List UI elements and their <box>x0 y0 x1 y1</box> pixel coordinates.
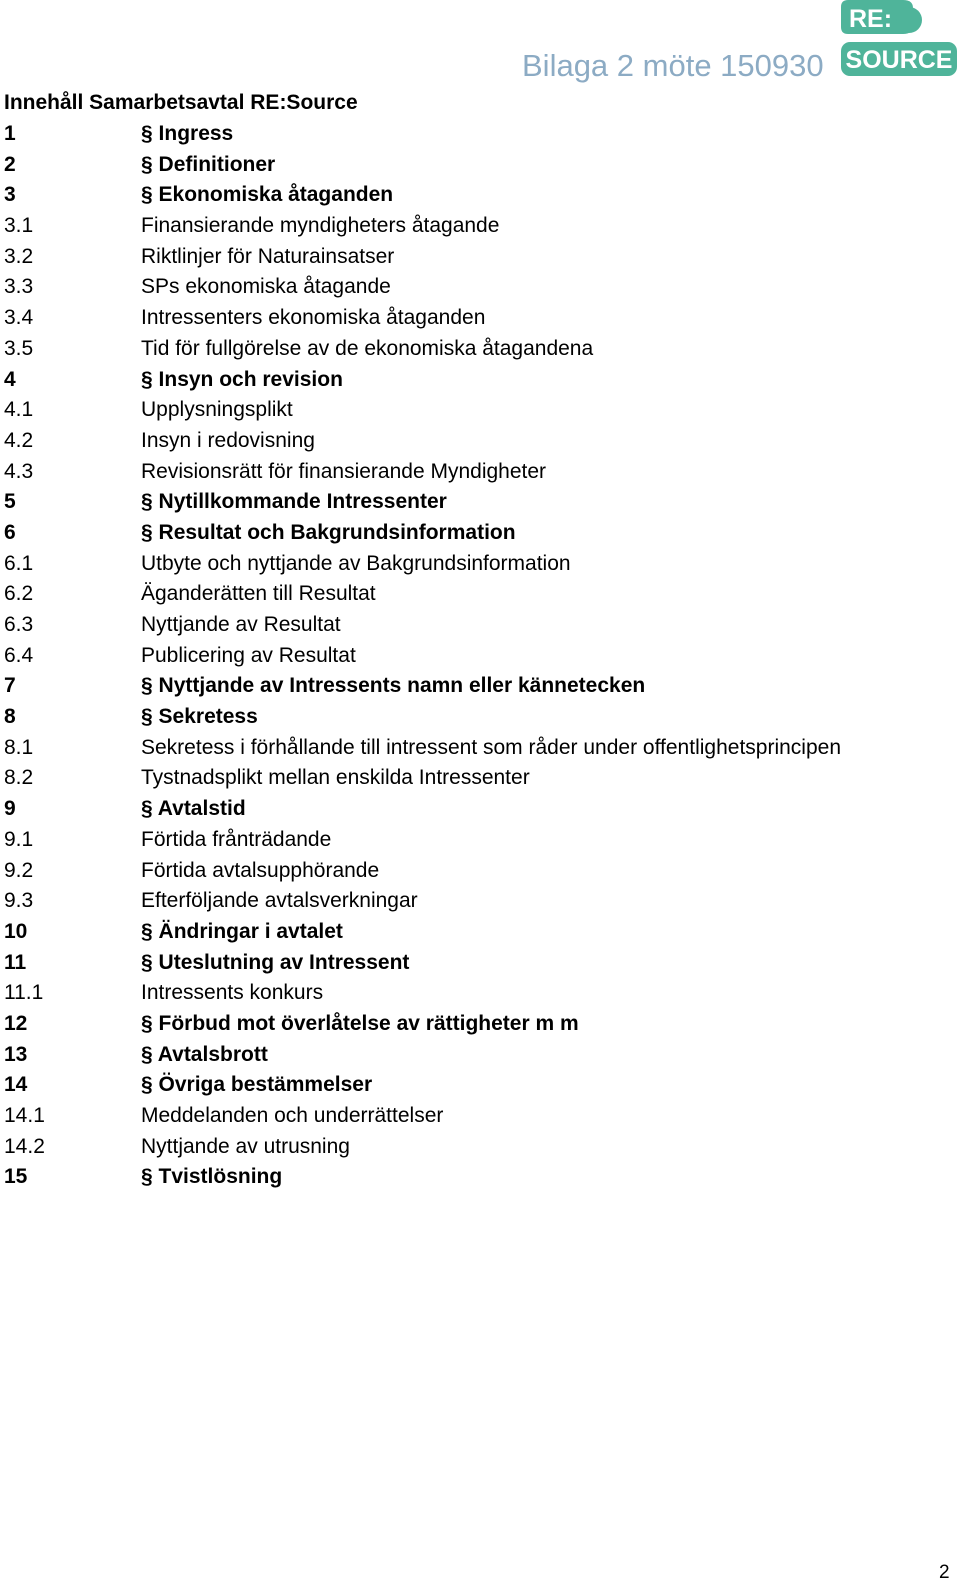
toc-entry-title <box>141 825 331 856</box>
toc-entry-number: 1 <box>4 122 16 145</box>
toc-entry-number: 6.4 <box>4 643 34 667</box>
toc-entry-number: 14.1 <box>4 1104 45 1127</box>
toc-entry-title <box>141 1009 579 1040</box>
toc-entry <box>4 426 949 457</box>
toc-entry-title-text: Avtalsbrott <box>157 1042 268 1066</box>
toc-entry <box>4 763 949 794</box>
toc-entry-number: 10 <box>4 919 28 943</box>
toc-entry <box>4 150 949 181</box>
toc-entry-title-text: Sekretess i förhållande till intressent som råder under offentlighetsprincipen <box>141 735 841 759</box>
toc-entry-title-text: Tvistlösning <box>158 1165 283 1189</box>
toc-entry-title <box>141 610 341 641</box>
section-symbol: § <box>141 1165 153 1189</box>
toc-entry-title-text: Nytillkommande Intressenter <box>158 490 447 514</box>
toc-entry-title-text: Ingress <box>158 122 234 145</box>
toc-entry-title <box>141 426 315 457</box>
section-symbol: § <box>141 950 153 974</box>
toc-entry <box>4 1040 949 1071</box>
toc-entry <box>4 641 949 672</box>
toc-entry-title-text: Intressenters ekonomiska åtaganden <box>141 306 486 330</box>
toc-entry <box>4 518 949 549</box>
toc-entry-title-text: Resultat och Bakgrundsinformation <box>158 520 516 544</box>
toc-entry-title <box>141 150 275 181</box>
toc-entry <box>4 272 949 303</box>
toc-entry-title-text: Utbyte och nyttjande av Bakgrundsinformation <box>141 551 571 575</box>
toc-entry-title <box>141 948 409 979</box>
toc-entry-number: 8 <box>4 705 16 729</box>
toc-entry <box>4 1162 949 1193</box>
toc-entry-title-text: Sekretess <box>158 705 258 729</box>
toc-entry <box>4 211 949 242</box>
toc-entry-title <box>141 579 376 610</box>
toc-entry-title <box>141 733 841 764</box>
toc-entry <box>4 549 949 580</box>
toc-entry-title <box>141 334 593 365</box>
toc-entry <box>4 1101 949 1132</box>
toc-entry-title <box>141 395 293 426</box>
toc-entry-number: 12 <box>4 1011 28 1035</box>
section-symbol: § <box>141 122 153 145</box>
toc-entry-number: 14 <box>4 1073 28 1097</box>
toc-entry-number: 8.2 <box>4 766 34 790</box>
toc-entry-number: 3.3 <box>4 275 34 299</box>
toc-entry-title-text: Meddelanden och underrättelser <box>141 1104 444 1127</box>
toc-entry-title-text: Riktlinjer för Naturainsatser <box>141 244 395 268</box>
toc-entry-number: 5 <box>4 490 16 514</box>
toc-entry-number: 6 <box>4 520 16 544</box>
toc-entry-title <box>141 1040 268 1071</box>
toc-entry-number: 6.3 <box>4 613 34 636</box>
toc-entry-title-text: Efterföljande avtalsverkningar <box>141 889 418 913</box>
toc-entry-title <box>141 1070 372 1101</box>
toc-entry <box>4 733 949 764</box>
toc-entry-title <box>141 1162 282 1193</box>
toc-heading: Innehåll Samarbetsavtal RE:Source <box>4 91 358 114</box>
toc-entry-title-text: Upplysningsplikt <box>141 398 293 422</box>
toc-entry-number: 9.3 <box>4 889 34 913</box>
toc-entry-number: 4 <box>4 367 16 391</box>
toc-entry-title <box>141 211 499 242</box>
toc-entry-title-text: Insyn och revision <box>158 367 343 391</box>
toc-entry-title <box>141 119 233 150</box>
toc-entry-title <box>141 303 485 334</box>
toc-entry-title-text: Förbud mot överlåtelse av rättigheter m m <box>158 1011 579 1035</box>
section-symbol: § <box>141 152 153 176</box>
toc-entry-number: 6.2 <box>4 582 34 606</box>
toc-entry-title <box>141 457 546 488</box>
toc-entry-title <box>141 242 394 273</box>
toc-entry <box>4 1070 949 1101</box>
page-number: 2 <box>939 1562 950 1583</box>
toc-entry <box>4 579 949 610</box>
toc-entry-title <box>141 272 391 303</box>
section-symbol: § <box>141 1042 153 1066</box>
toc-entry <box>4 948 949 979</box>
toc-entry-title <box>141 978 323 1009</box>
toc-entry-title-text: Finansierande myndigheters åtagande <box>141 214 500 238</box>
toc-entry-title <box>141 702 258 733</box>
toc-entry <box>4 886 949 917</box>
toc-entry <box>4 671 949 702</box>
toc-entry <box>4 180 949 211</box>
toc-entry <box>4 457 949 488</box>
toc-entry <box>4 825 949 856</box>
toc-entry-number: 3.5 <box>4 336 34 360</box>
toc-entry-number: 3.4 <box>4 306 34 330</box>
toc-entry-number: 3.1 <box>4 214 34 238</box>
logo-text-line1: RE: <box>849 5 893 33</box>
toc-entry-title-text: Övriga bestämmelser <box>158 1073 373 1097</box>
section-symbol: § <box>141 367 153 391</box>
toc-entry-number: 3.2 <box>4 244 34 268</box>
toc-entry <box>4 365 949 396</box>
section-symbol: § <box>141 797 153 821</box>
toc-entry-title <box>141 549 571 580</box>
section-symbol: § <box>141 1073 153 1097</box>
toc-entry-title <box>141 917 343 948</box>
toc-entry-number: 11 <box>4 950 27 974</box>
toc-entry <box>4 794 949 825</box>
toc-entry-number: 4.1 <box>4 398 34 422</box>
toc-entry-title-text: Tystnadsplikt mellan enskilda Intressenter <box>141 766 530 790</box>
toc-entry-title-text: Förtida avtalsupphörande <box>141 858 380 882</box>
toc-entry <box>4 395 949 426</box>
toc-entry-title-text: SPs ekonomiska åtagande <box>141 275 391 299</box>
section-symbol: § <box>141 520 153 544</box>
toc-entry-number: 9.1 <box>4 827 34 851</box>
toc-entry-number: 3 <box>4 183 16 207</box>
toc-entry-number: 7 <box>4 674 16 698</box>
toc-entry-number: 2 <box>4 152 16 176</box>
toc-entry-title-text: Förtida frånträdande <box>141 827 332 851</box>
toc-entry-number: 8.1 <box>4 735 34 759</box>
toc-entry-number: 13 <box>4 1042 28 1066</box>
header-bilaga-text: Bilaga 2 möte 150930 <box>522 48 824 83</box>
toc-entry-number: 9 <box>4 797 16 821</box>
section-symbol: § <box>141 919 153 943</box>
toc-entry-number: 6.1 <box>4 551 34 575</box>
toc-entry-title-text: Revisionsrätt för finansierande Myndigheter <box>141 459 547 483</box>
re-source-logo <box>841 0 957 80</box>
toc-entry <box>4 303 949 334</box>
toc-entry-title-text: Uteslutning av Intressent <box>158 950 410 974</box>
section-symbol: § <box>141 1011 153 1035</box>
toc-entry-title-text: Definitioner <box>158 152 276 176</box>
toc-entry-title-text: Publicering av Resultat <box>141 643 356 667</box>
toc-entry-title-text: Nyttjande av Intressents namn eller kännetecken <box>158 674 646 698</box>
toc-entry-title <box>141 856 379 887</box>
toc-entry-title-text: Nyttjande av Resultat <box>141 613 341 636</box>
toc-entry <box>4 119 949 150</box>
toc-entry-title <box>141 794 246 825</box>
toc-entry <box>4 334 949 365</box>
toc-entry <box>4 702 949 733</box>
toc-entry <box>4 978 949 1009</box>
toc-entry <box>4 1009 949 1040</box>
toc-entry-title-text: Tid för fullgörelse av de ekonomiska åtagandena <box>141 336 594 360</box>
toc-entry-title-text: Äganderätten till Resultat <box>141 582 376 606</box>
toc-entry-title <box>141 1132 350 1163</box>
section-symbol: § <box>141 705 153 729</box>
toc-entry-title-text: Insyn i redovisning <box>141 428 315 452</box>
toc-entry <box>4 1132 949 1163</box>
toc-entry-number: 11.1 <box>4 981 44 1005</box>
section-symbol: § <box>141 490 153 514</box>
toc-entry-title <box>141 518 516 549</box>
section-symbol: § <box>141 183 153 207</box>
toc-entry-number: 14.2 <box>4 1134 45 1158</box>
toc-entry-title <box>141 365 343 396</box>
toc-entry <box>4 917 949 948</box>
toc-entry-number: 9.2 <box>4 858 34 882</box>
toc-entry <box>4 487 949 518</box>
toc-entry-title-text: Intressents konkurs <box>141 981 324 1005</box>
toc-entry-title <box>141 180 393 211</box>
toc-entry-title <box>141 763 530 794</box>
toc-list <box>4 119 949 1193</box>
section-symbol: § <box>141 674 153 698</box>
toc-entry-title-text: Ändringar i avtalet <box>158 919 343 943</box>
toc-entry-title <box>141 641 356 672</box>
toc-entry-title-text: Avtalstid <box>157 797 246 821</box>
toc-entry <box>4 856 949 887</box>
toc-entry-title <box>141 886 418 917</box>
toc-entry-number: 4.2 <box>4 428 34 452</box>
toc-entry <box>4 610 949 641</box>
toc-entry <box>4 242 949 273</box>
toc-entry-title-text: Nyttjande av utrusning <box>141 1134 350 1158</box>
toc-entry-title <box>141 671 645 702</box>
toc-entry-number: 4.3 <box>4 459 34 483</box>
toc-entry-title-text: Ekonomiska åtaganden <box>158 183 394 207</box>
toc-entry-title <box>141 1101 443 1132</box>
toc-entry-number: 15 <box>4 1165 28 1189</box>
logo-text-line2: SOURCE <box>845 46 953 74</box>
toc-entry-title <box>141 487 447 518</box>
